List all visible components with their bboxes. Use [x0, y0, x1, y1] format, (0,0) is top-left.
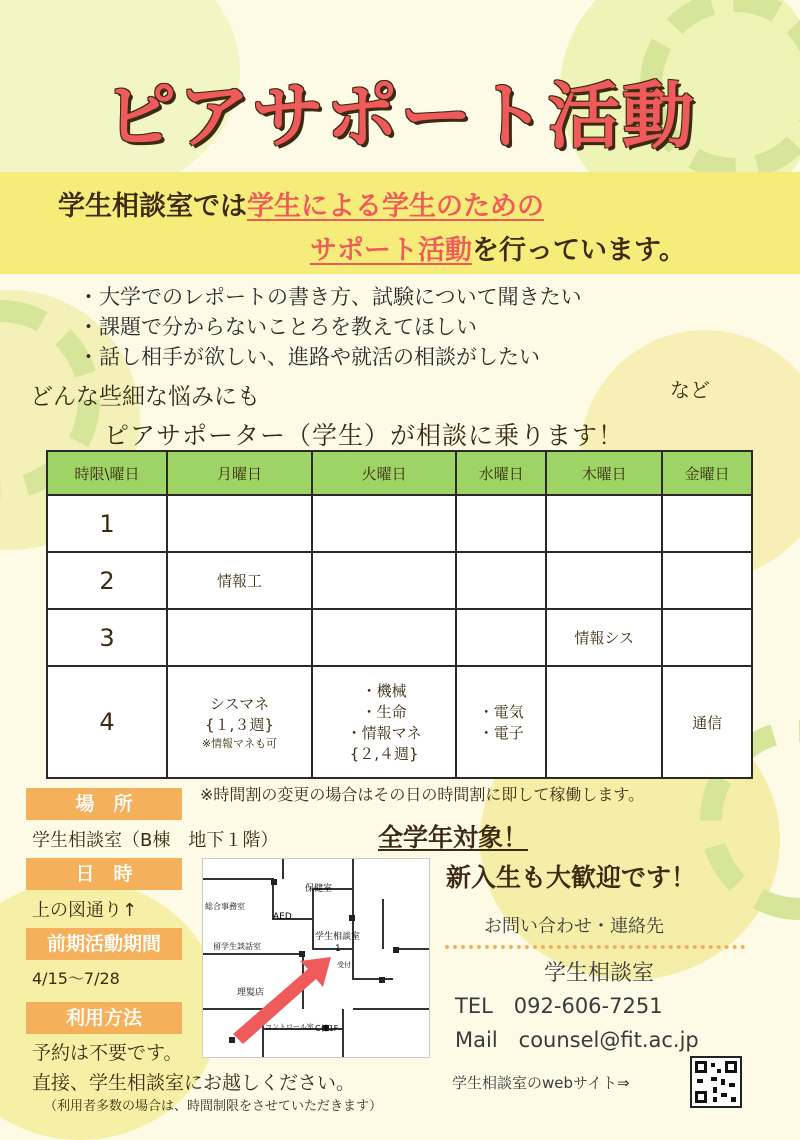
usage-line-2: 直接、学生相談室にお越しください。: [32, 1072, 356, 1094]
intro-suffix: を行っています。: [472, 235, 686, 266]
table-cell: [456, 552, 546, 609]
table-row: [47, 666, 752, 778]
table-cell: [662, 495, 752, 552]
cell-line: ・生命: [361, 703, 407, 721]
intro-line-1: [58, 184, 544, 223]
table-note: ※時間割の変更の場合はその日の時間割に即して稼働します。: [200, 785, 645, 804]
bullet-item: ・ 大学でのレポートの書き方、試験について聞きたい: [78, 282, 582, 312]
header-fri: 金曜日: [662, 451, 752, 495]
map-label-reception: 受付: [337, 961, 351, 969]
table-cell-mon-4: [167, 666, 312, 778]
cell-line: {１,３週}: [205, 716, 274, 734]
floor-map-drawing: [203, 859, 429, 1057]
table-cell: [167, 609, 312, 666]
page-title: ピアサポート活動: [103, 74, 696, 158]
table-row: [47, 552, 752, 609]
table-cell-tue-4: [312, 666, 457, 778]
schedule-table: [46, 450, 753, 779]
target-new-students: 新入生も大歓迎です！: [446, 863, 697, 892]
etc-text: など: [670, 378, 710, 402]
table-row: [47, 495, 752, 552]
contact-tel: TEL 092-606-7251: [455, 994, 663, 1018]
intro-line-2: [310, 228, 686, 267]
cell-note: ※情報マネも可: [201, 737, 278, 750]
place-label: 場 所: [26, 788, 182, 820]
cell-line: ・電子: [478, 724, 524, 742]
header-wed: 水曜日: [456, 451, 546, 495]
header-period-day: 時限\曜日: [47, 451, 167, 495]
table-cell: 情報シス: [546, 609, 662, 666]
intro-highlight-1: 学生による学生のための: [247, 191, 544, 222]
header-mon: 月曜日: [167, 451, 312, 495]
usage-line-1: 予約は不要です。: [32, 1042, 183, 1064]
table-cell: [312, 552, 457, 609]
bullet-item: ・ 話し相手が欲しい、進路や就活の相談がしたい: [78, 342, 582, 372]
datetime-value: 上の図通り↑: [32, 900, 138, 921]
table-row: [47, 609, 752, 666]
cell-line: ・情報マネ: [346, 724, 422, 742]
table-cell: [546, 666, 662, 778]
map-label-counsel: 学生相談室: [315, 932, 361, 942]
cell-line: ・機械: [361, 682, 407, 700]
header-tue: 火曜日: [312, 451, 457, 495]
period-label: 前期活動期間: [26, 928, 182, 960]
contact-heading: お問い合わせ・連絡先: [484, 916, 664, 937]
target-all-years: 全学年対象！: [378, 823, 529, 852]
table-cell-wed-4: [456, 666, 546, 778]
period-cell: 2: [47, 552, 167, 609]
map-label-barber: 理髪店: [237, 988, 265, 998]
qr-code-icon: [692, 1058, 740, 1106]
cell-line: {２,４週}: [349, 745, 419, 763]
map-label-bldg: C棟1F: [315, 1024, 339, 1033]
table-cell: [167, 495, 312, 552]
map-label-intl: 留学生談話室: [213, 942, 261, 951]
usage-label: 利用方法: [26, 1002, 182, 1034]
datetime-label: 日 時: [26, 858, 182, 890]
cell-line: シスマネ: [209, 695, 270, 713]
table-header-row: [47, 451, 752, 495]
floor-map: [202, 858, 430, 1058]
table-cell: 通信: [662, 666, 752, 778]
contact-divider: [445, 945, 745, 949]
map-label-counsel-no: 1: [335, 944, 341, 954]
worry-text: どんな些細な悩みにも: [30, 384, 260, 410]
table-cell: 情報工: [167, 552, 312, 609]
period-value: 4/15～7/28: [32, 969, 120, 988]
table-cell: [546, 552, 662, 609]
map-label-aed: AED: [273, 912, 292, 922]
intro-prefix: 学生相談室では: [58, 191, 247, 222]
table-cell: [662, 552, 752, 609]
place-value: 学生相談室（B棟 地下１階）: [32, 830, 279, 851]
map-label-control: コントロール室: [265, 1023, 314, 1031]
table-cell: [546, 495, 662, 552]
contact-office: 学生相談室: [544, 961, 655, 986]
table-cell: [312, 495, 457, 552]
bullet-item: ・ 課題で分からないことろを教えてほしい: [78, 312, 582, 342]
period-cell: 1: [47, 495, 167, 552]
map-label-general: 総合事務室: [205, 902, 245, 911]
qr-code[interactable]: [690, 1056, 742, 1108]
table-cell: [456, 609, 546, 666]
map-label-health: 保健室: [305, 884, 333, 894]
intro-highlight-2: サポート活動: [310, 235, 472, 266]
cell-line: ・電気: [478, 703, 524, 721]
period-cell: 3: [47, 609, 167, 666]
table-cell: [312, 609, 457, 666]
table-cell: [456, 495, 546, 552]
peer-supporter-text: ピアサポーター（学生）が相談に乗ります！: [104, 421, 625, 450]
usage-line-3: （利用者多数の場合は、時間制限をさせていただきます）: [44, 1099, 383, 1114]
bullet-list: [78, 282, 582, 372]
contact-mail: Mail counsel@fit.ac.jp: [455, 1028, 699, 1052]
table-cell: [662, 609, 752, 666]
period-cell: 4: [47, 666, 167, 778]
header-thu: 木曜日: [546, 451, 662, 495]
contact-web-link[interactable]: 学生相談室のwebサイト⇒: [452, 1074, 630, 1092]
